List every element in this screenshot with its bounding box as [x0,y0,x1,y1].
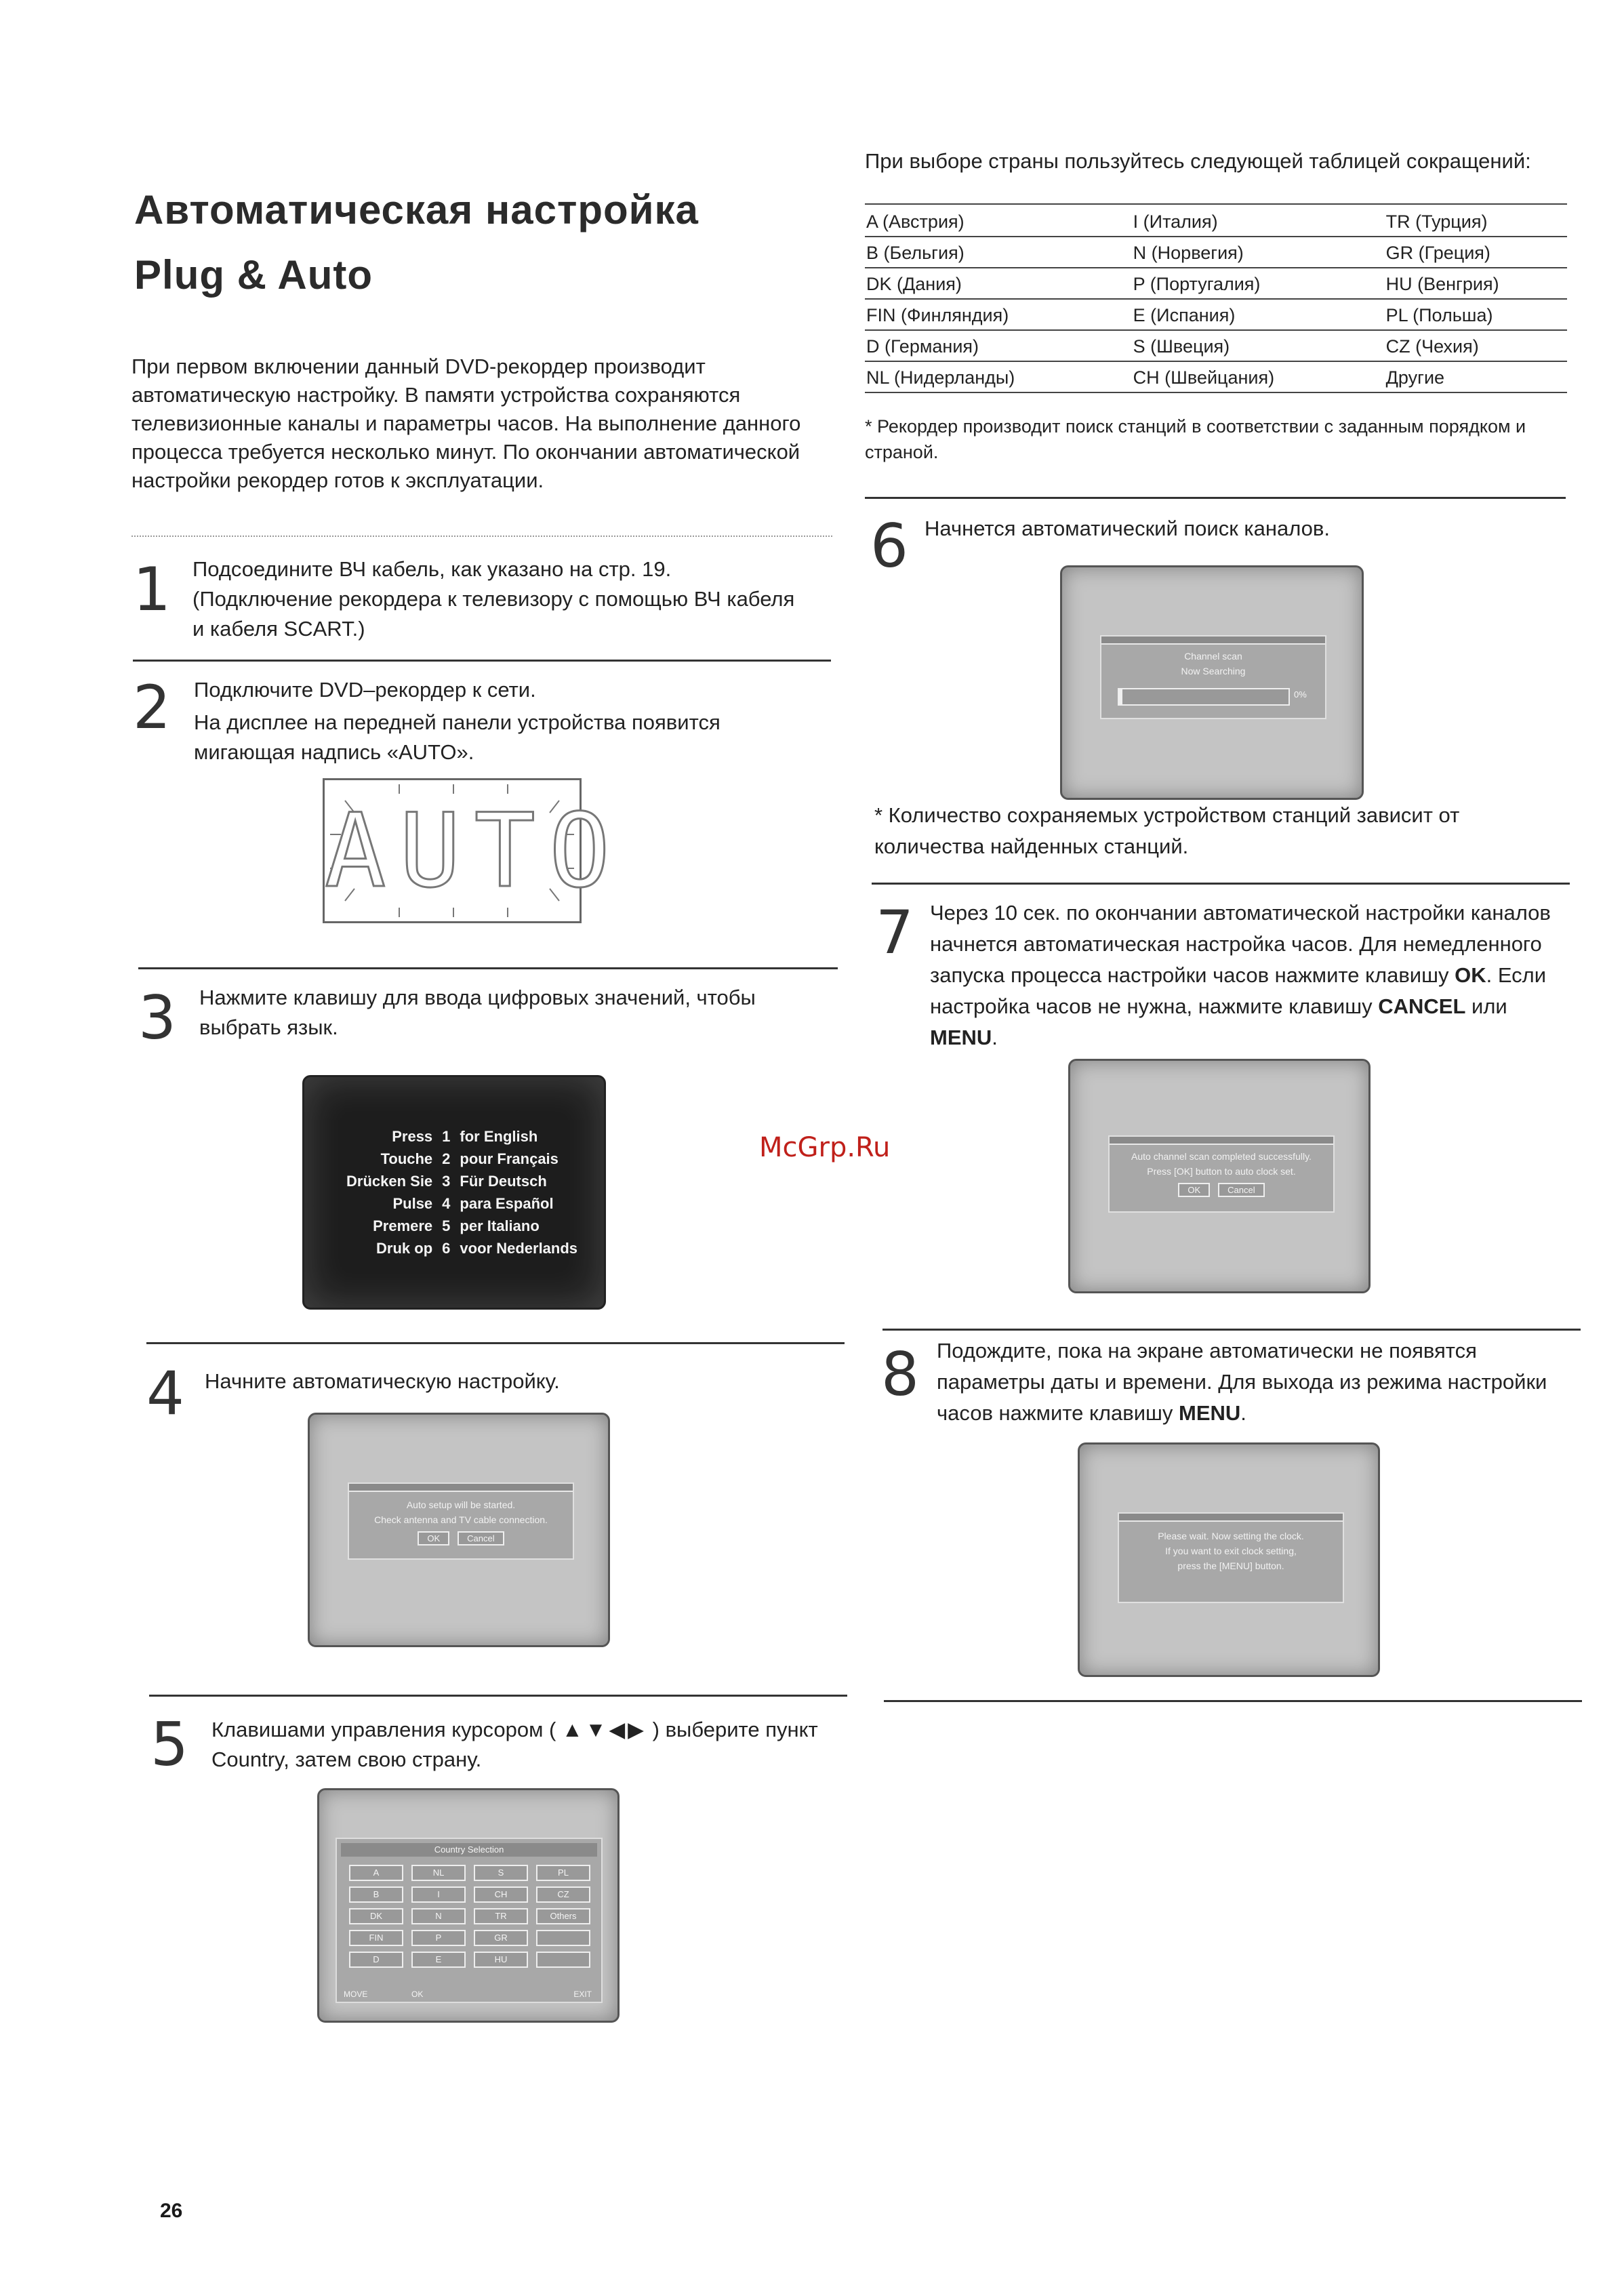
osd-footer-exit: EXIT [573,1989,592,1999]
country-key[interactable]: PL [536,1865,590,1881]
osd-message-2: Press [OK] button to auto clock set. [1147,1166,1296,1177]
language-option [342,1148,582,1169]
table-cell: Другие [1385,361,1567,392]
step-7-text-end: . [992,1026,998,1049]
title-line-2: Plug & Auto [134,252,373,298]
table-cell: CZ (Чехия) [1385,330,1567,361]
country-abbreviation-table [865,206,1567,393]
table-row [865,361,1567,392]
scan-progress-bar [1118,688,1290,706]
clock-setting-dialog [1118,1512,1344,1603]
country-select-panel [336,1838,603,2003]
country-key[interactable]: TR [474,1908,528,1924]
step-6-text: Начнется автоматический поиск каналов. [925,517,1331,540]
divider [865,203,1567,205]
divider [131,536,832,537]
table-row [865,206,1567,237]
country-select-title: Country Selection [341,1843,597,1857]
country-key[interactable]: P [411,1930,466,1946]
country-key[interactable]: Others [536,1908,590,1924]
country-table-note: * Рекордер производит поиск станций в соответствии с заданным порядком и страной. [865,416,1526,462]
table-cell: NL (Нидерланды) [865,361,1132,392]
key-cancel-label: CANCEL [1378,994,1466,1018]
step-4-number: 4 [146,1358,184,1428]
front-panel-display [323,778,624,923]
table-row [865,299,1567,330]
step-3-number: 3 [138,983,176,1053]
language-num: 5 [442,1217,451,1234]
step-2-line-2: На дисплее на передней панели устройства появится мигающая надпись «AUTO». [194,710,720,764]
divider [149,1695,847,1697]
language-select-screen [302,1075,606,1310]
channel-scan-dialog [1100,635,1326,719]
country-key[interactable]: N [411,1908,466,1924]
auto-display-text: AUTO [325,792,624,910]
dialog-title-bar [1101,637,1325,645]
language-option [342,1193,582,1214]
language-option [342,1215,582,1236]
scan-progress-fill [1119,689,1122,704]
osd-message-1: Please wait. Now setting the clock. [1158,1531,1304,1541]
osd-message-2: Now Searching [1181,666,1246,676]
divider [146,1342,845,1344]
language-lang: para Español [460,1195,554,1212]
clock-setting-screen [1078,1442,1380,1677]
scan-percent: 0% [1294,689,1307,700]
page-title [134,178,699,308]
step-5-number: 5 [150,1710,188,1779]
country-table-heading: При выборе страны пользуйтесь следующей таблицей сокращений: [865,149,1531,173]
language-lang: voor Nederlands [460,1240,578,1257]
step-8-text-pre: Подождите, пока на экране автоматически не появятся параметры даты и времени. Для выхода из режима настройки часов нажмите клавишу [937,1339,1547,1425]
country-key[interactable]: HU [474,1952,528,1968]
language-verb: Press [392,1128,433,1145]
table-cell: D (Германия) [865,330,1132,361]
step-8-text [937,1335,1567,1429]
osd-message-1: Auto setup will be started. [406,1499,516,1510]
language-lang: Für Deutsch [460,1173,547,1190]
country-key[interactable]: S [474,1865,528,1881]
language-lang: for English [460,1128,538,1145]
step-8-number: 8 [881,1339,919,1409]
country-select-screen [317,1788,620,2023]
step-5-text-post: ) выберите пункт Country, затем свою страну. [211,1718,818,1771]
table-cell: PL (Польша) [1385,299,1567,330]
country-key[interactable]: NL [411,1865,466,1881]
table-cell: CH (Швейцания) [1132,361,1385,392]
language-verb: Pulse [392,1195,433,1212]
osd-footer-ok: OK [411,1989,424,1999]
country-key[interactable]: D [349,1952,403,1968]
language-list [341,1125,583,1260]
osd-cancel-button[interactable]: Cancel [1218,1183,1264,1197]
language-num: 4 [442,1195,451,1212]
key-menu-label: MENU [930,1026,992,1049]
language-lang: pour Français [460,1150,559,1167]
table-row [865,237,1567,268]
language-option [342,1238,582,1259]
divider [884,1700,1582,1702]
country-key[interactable] [536,1930,590,1946]
language-option [342,1126,582,1147]
table-cell: DK (Дания) [865,268,1132,299]
country-key[interactable]: CH [474,1886,528,1903]
osd-message-1: Channel scan [1184,651,1242,662]
osd-message-1: Auto channel scan completed successfully. [1131,1151,1312,1162]
step-1-text: Подсоедините ВЧ кабель, как указано на стр. 19. (Подключение рекордера к телевизору с помощью ВЧ кабеля и кабеля SCART.) [192,557,795,641]
table-cell: GR (Греция) [1385,237,1567,268]
osd-message-3: press the [MENU] button. [1177,1560,1284,1571]
auto-setup-screen [308,1413,610,1647]
page-number: 26 [160,2200,183,2222]
country-key[interactable]: CZ [536,1886,590,1903]
divider [133,660,831,662]
country-key[interactable] [536,1952,590,1968]
language-verb: Premere [373,1217,433,1234]
osd-footer-move: MOVE [344,1989,368,1999]
scan-complete-dialog [1108,1135,1335,1213]
step-5-text-pre: Клавишами управления курсором ( [211,1718,556,1741]
table-cell: A (Австрия) [865,206,1132,237]
step-7-number: 7 [876,897,914,967]
osd-cancel-button[interactable]: Cancel [458,1531,504,1545]
scan-complete-screen [1068,1059,1371,1293]
language-num: 6 [442,1240,451,1257]
step-8-text-end: . [1240,1401,1246,1425]
table-row [865,268,1567,299]
language-num: 2 [442,1150,451,1167]
step-7-text-mid: . Если настройка часов не нужна, нажмите клавишу [930,963,1547,1018]
dialog-title-bar [1119,1514,1343,1522]
country-key-grid [337,1861,601,1976]
osd-ok-button[interactable]: OK [418,1531,449,1545]
osd-ok-button[interactable]: OK [1178,1183,1210,1197]
table-cell: N (Норвегия) [1132,237,1385,268]
country-key[interactable]: FIN [349,1930,403,1946]
table-cell: FIN (Финляндия) [865,299,1132,330]
title-line-1: Автоматическая настройка [134,187,699,233]
channel-scan-screen [1060,565,1364,800]
key-menu-label: MENU [1179,1401,1241,1425]
step-7-text-or: или [1465,994,1507,1018]
step-1-number: 1 [133,554,171,624]
divider [865,497,1566,499]
divider [882,1329,1581,1331]
step-7-text [930,897,1554,1053]
step-5-text [211,1715,842,1775]
step-2-number: 2 [133,672,171,742]
country-key[interactable]: DK [349,1908,403,1924]
country-key[interactable]: A [349,1865,403,1881]
language-num: 3 [442,1173,451,1190]
language-verb: Druk op [376,1240,433,1257]
country-key[interactable]: E [411,1952,466,1968]
dialog-title-bar [1110,1137,1333,1145]
step-3-text: Нажмите клавишу для ввода цифровых значений, чтобы выбрать язык. [199,986,756,1039]
language-verb: Drücken Sie [346,1173,433,1190]
country-key[interactable]: B [349,1886,403,1903]
divider [872,883,1570,885]
step-6-note: * Количество сохраняемых устройством станций зависит от количества найденных станций. [874,803,1460,858]
country-key[interactable]: I [411,1886,466,1903]
table-cell: E (Испания) [1132,299,1385,330]
osd-message-2: Check antenna and TV cable connection. [374,1514,548,1525]
table-row [865,330,1567,361]
table-cell: B (Бельгия) [865,237,1132,268]
language-option [342,1171,582,1192]
country-key[interactable]: GR [474,1930,528,1946]
watermark: McGrp.Ru [759,1132,891,1163]
intro-paragraph: При первом включении данный DVD-рекордер производит автоматическую настройку. В памяти устройства сохраняются телевизионные каналы и параметры часов. На выполнение данного процесса требуется несколько минут. По окончании автоматической настройки рекордер готов к эксплуатации. [131,355,801,492]
dialog-title-bar [349,1484,573,1492]
auto-setup-dialog [348,1482,574,1560]
table-cell: HU (Венгрия) [1385,268,1567,299]
language-verb: Touche [380,1150,433,1167]
language-lang: per Italiano [460,1217,540,1234]
table-cell: P (Португалия) [1132,268,1385,299]
language-num: 1 [442,1128,451,1145]
table-cell: I (Италия) [1132,206,1385,237]
step-2-line-1: Подключите DVD–рекордер к сети. [194,678,536,702]
table-cell: S (Швеция) [1132,330,1385,361]
osd-message-2: If you want to exit clock setting, [1165,1545,1297,1556]
step-6-number: 6 [870,511,908,581]
key-ok-label: OK [1455,963,1486,987]
divider [138,967,838,969]
step-4-text: Начните автоматическую настройку. [205,1369,560,1393]
step-7-text-pre: Через 10 сек. по окончании автоматической настройки каналов начнется автоматическая настройка часов. Для немедленного запуска процесса настройки часов нажмите клавишу [930,901,1551,987]
table-cell: TR (Турция) [1385,206,1567,237]
cursor-arrows-icon: ▲▼◀▶ [561,1718,647,1741]
